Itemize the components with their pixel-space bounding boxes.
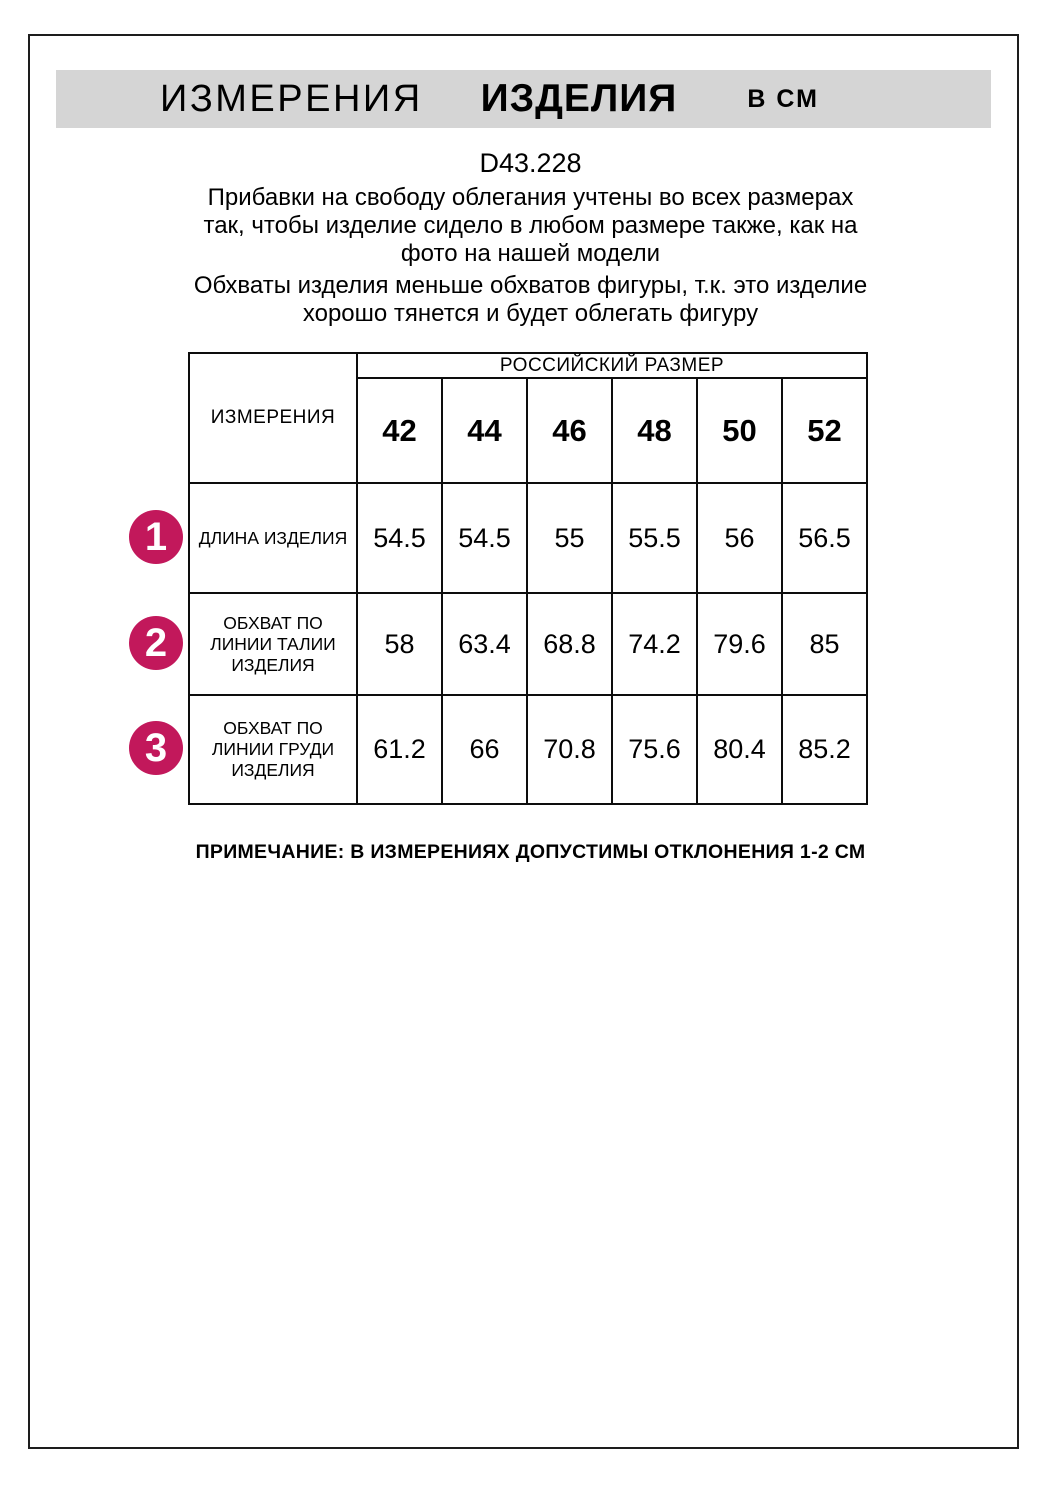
size-header-cell: 48 — [612, 378, 697, 483]
value-cell: 55 — [527, 483, 612, 593]
header-units-label: В СМ — [747, 84, 819, 113]
size-table — [188, 352, 868, 805]
article-code: D43.228 — [479, 148, 582, 178]
value-cell: 56 — [697, 483, 782, 593]
label-line: ЛИНИИ ГРУДИ — [211, 739, 335, 759]
header-bar — [56, 70, 991, 128]
size-header-cell: 44 — [442, 378, 527, 483]
label-line: ИЗДЕЛИЯ — [231, 760, 315, 780]
paragraph-stretch-note — [0, 272, 1061, 328]
measurement-number-badge-1: 1 — [129, 510, 183, 564]
measurement-label-cell — [189, 593, 357, 695]
value-cell: 70.8 — [527, 695, 612, 804]
paragraph-line: так, чтобы изделие сидело в любом размере также, как на — [203, 212, 858, 239]
value-cell: 85.2 — [782, 695, 867, 804]
value-cell: 79.6 — [697, 593, 782, 695]
table-row-group-header — [189, 353, 867, 378]
size-table-container — [188, 352, 868, 805]
paragraph-line: Обхваты изделия меньше обхватов фигуры, т.к. это изделие — [193, 272, 868, 299]
value-cell: 80.4 — [697, 695, 782, 804]
label-line: ДЛИНА ИЗДЕЛИЯ — [198, 527, 348, 548]
value-cell: 68.8 — [527, 593, 612, 695]
corner-header-cell: ИЗМЕРЕНИЯ — [189, 353, 357, 483]
group-header-cell: РОССИЙСКИЙ РАЗМЕР — [357, 353, 867, 378]
paragraph-line: хорошо тянется и будет облегать фигуру — [302, 300, 759, 327]
table-row-chest — [189, 695, 867, 804]
size-header-cell: 52 — [782, 378, 867, 483]
measurement-number-badge-2: 2 — [129, 616, 183, 670]
label-line: ОБХВАТ ПО — [223, 718, 323, 738]
table-row-length — [189, 483, 867, 593]
value-cell: 58 — [357, 593, 442, 695]
size-header-cell: 50 — [697, 378, 782, 483]
value-cell: 61.2 — [357, 695, 442, 804]
measurement-number-badge-3: 3 — [129, 721, 183, 775]
paragraph-fit-allowances — [0, 184, 1061, 268]
measurement-label-cell — [189, 695, 357, 804]
header-title-product: ИЗДЕЛИЯ — [480, 77, 678, 120]
size-header-cell: 46 — [527, 378, 612, 483]
label-line: ОБХВАТ ПО — [223, 612, 323, 633]
value-cell: 85 — [782, 593, 867, 695]
value-cell: 54.5 — [442, 483, 527, 593]
table-row-waist — [189, 593, 867, 695]
header-title-measurements: ИЗМЕРЕНИЯ — [160, 77, 423, 120]
value-cell: 75.6 — [612, 695, 697, 804]
value-cell: 66 — [442, 695, 527, 804]
value-cell: 56.5 — [782, 483, 867, 593]
paragraph-line: Прибавки на свободу облегания учтены во всех размерах — [207, 184, 854, 211]
tolerance-note: ПРИМЕЧАНИЕ: В ИЗМЕРЕНИЯХ ДОПУСТИМЫ ОТКЛОНЕНИЯ 1-2 СМ — [195, 841, 866, 863]
label-line: ЛИНИИ ТАЛИИ — [210, 633, 336, 654]
value-cell: 54.5 — [357, 483, 442, 593]
label-line: ИЗДЕЛИЯ — [231, 654, 315, 675]
value-cell: 63.4 — [442, 593, 527, 695]
paragraph-line: фото на нашей модели — [400, 240, 661, 267]
size-header-cell: 42 — [357, 378, 442, 483]
value-cell: 55.5 — [612, 483, 697, 593]
measurement-label-cell — [189, 483, 357, 593]
value-cell: 74.2 — [612, 593, 697, 695]
